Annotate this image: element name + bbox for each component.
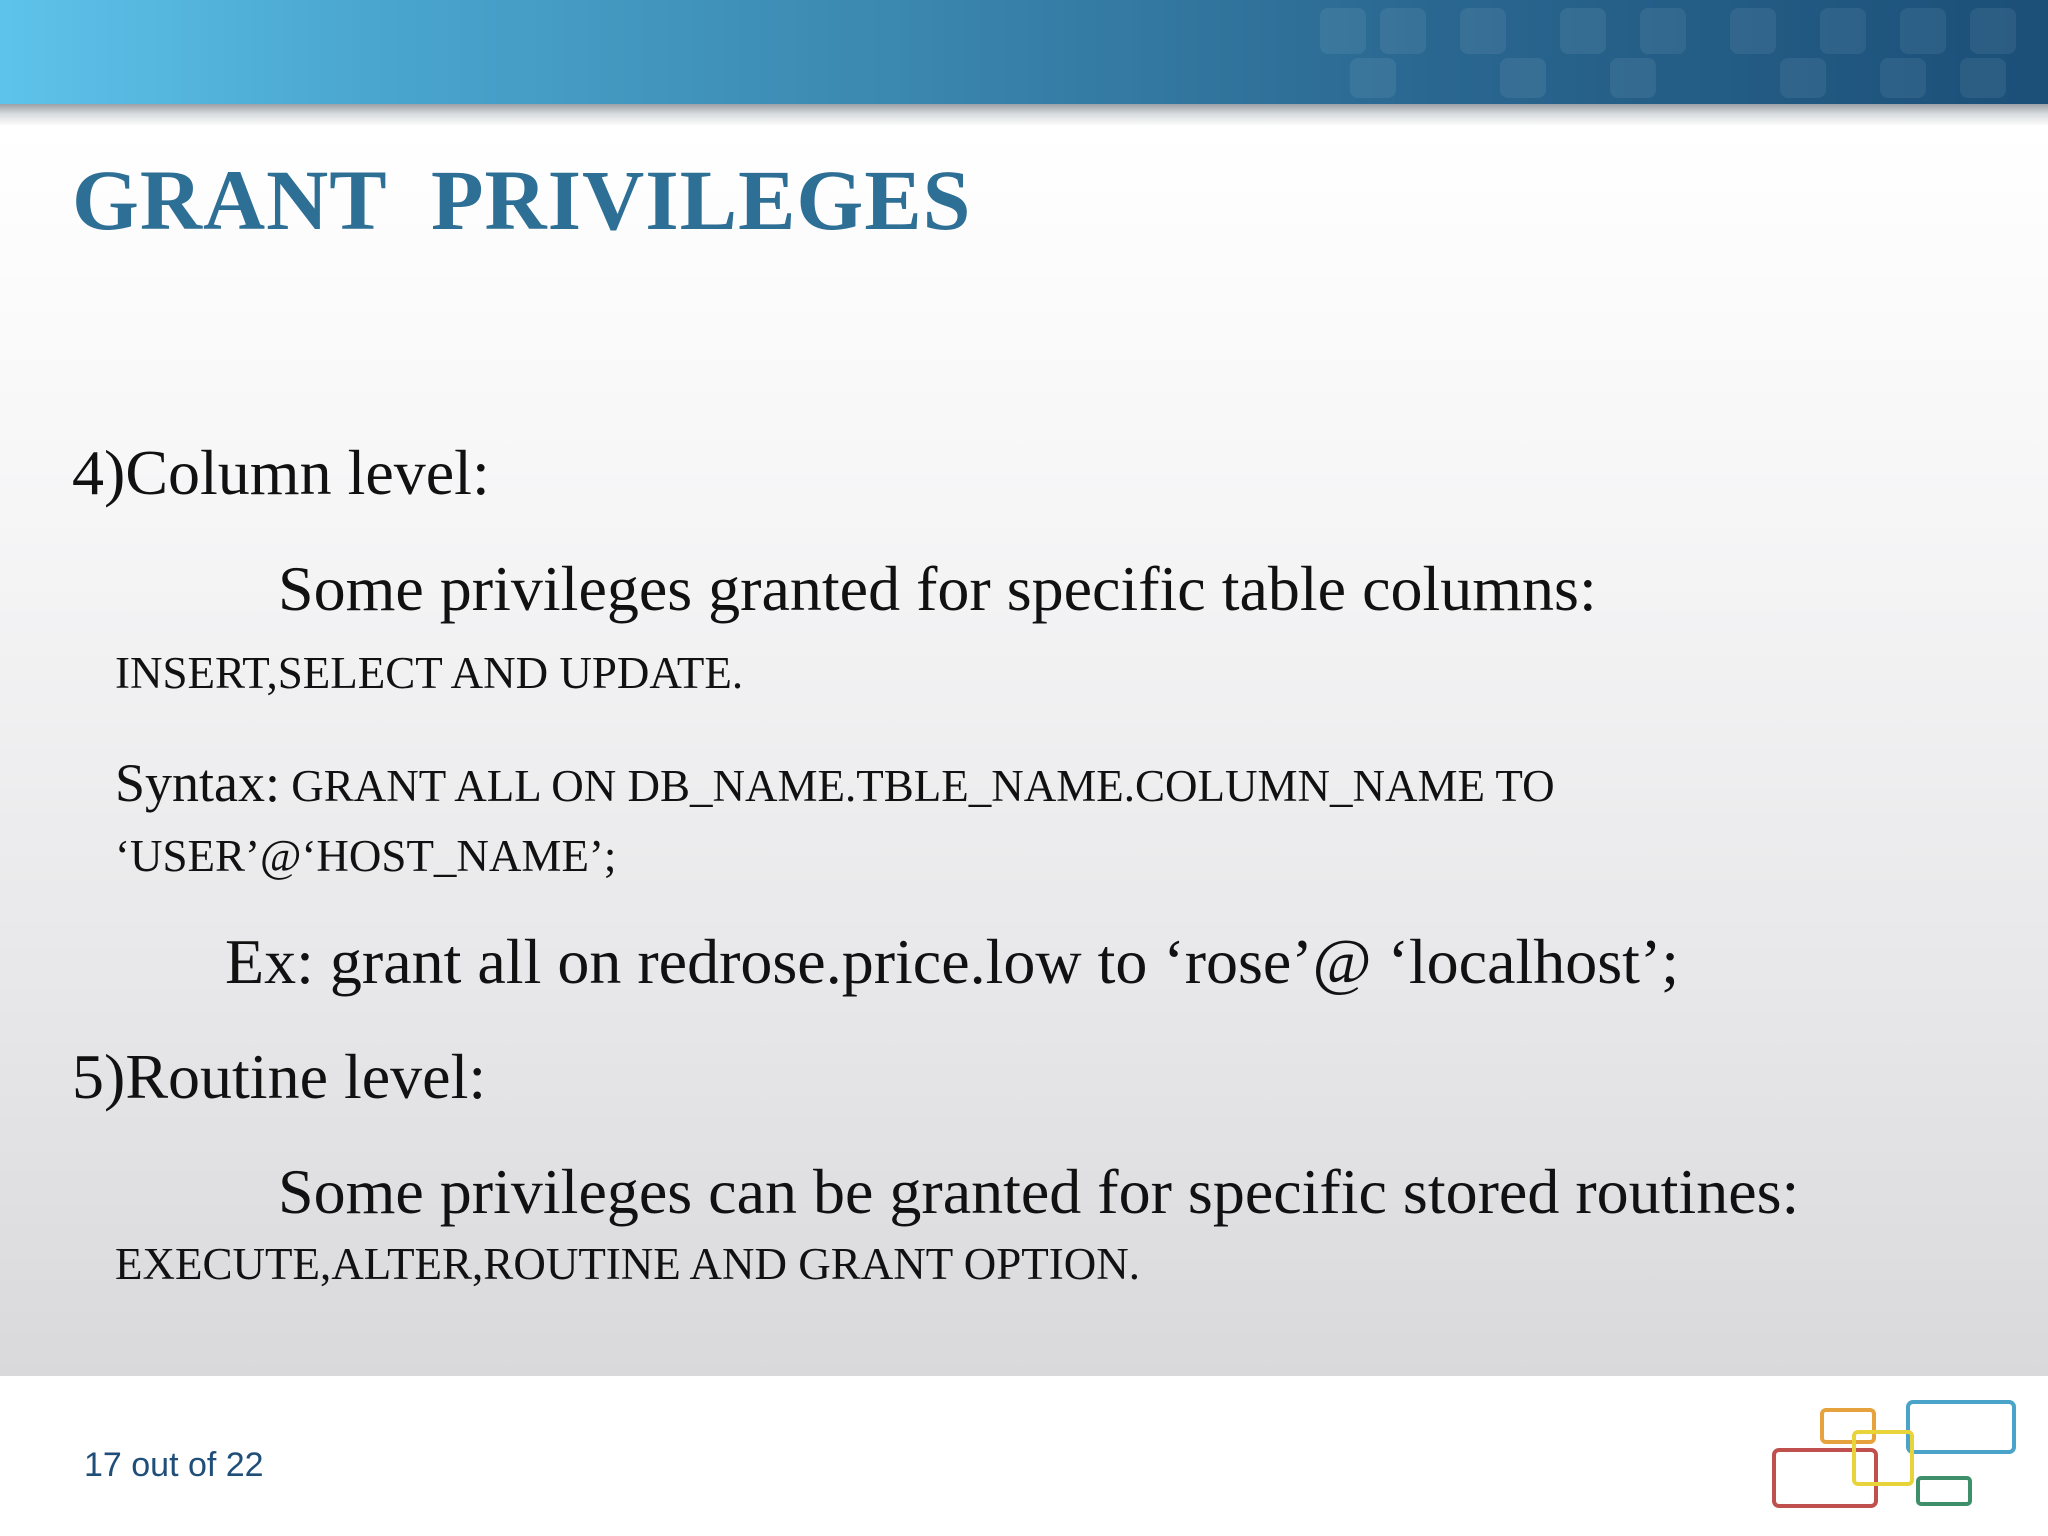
syntax-label: Syntax: — [115, 753, 281, 813]
banner-shadow — [0, 104, 2048, 126]
page-indicator: 17 out of 22 — [84, 1446, 264, 1484]
syntax-code-line-1: GRANT ALL ON DB_NAME.TBLE_NAME.COLUMN_NAME TO — [280, 761, 1555, 811]
footer — [0, 1376, 2048, 1536]
column-level-heading: 4)Column level: — [72, 437, 490, 508]
syntax-code-line-2: ‘USER’@‘HOST_NAME’; — [115, 831, 617, 881]
routine-level-heading: 5)Routine level: — [72, 1041, 487, 1112]
top-banner — [0, 0, 2048, 104]
logo-icon — [1770, 1396, 2022, 1516]
syntax-line — [115, 752, 1555, 814]
column-level-description: Some privileges granted for specific table columns: — [278, 553, 1597, 624]
column-level-privileges: INSERT,SELECT AND UPDATE. — [115, 648, 744, 698]
slide-title: GRANT PRIVILEGES — [72, 152, 972, 248]
routine-level-privileges: EXECUTE,ALTER,ROUTINE AND GRANT OPTION. — [115, 1239, 1140, 1289]
routine-level-description: Some privileges can be granted for specific stored routines: — [278, 1156, 1800, 1227]
column-level-example: Ex: grant all on redrose.price.low to ‘rose’@ ‘localhost’; — [225, 926, 1680, 997]
